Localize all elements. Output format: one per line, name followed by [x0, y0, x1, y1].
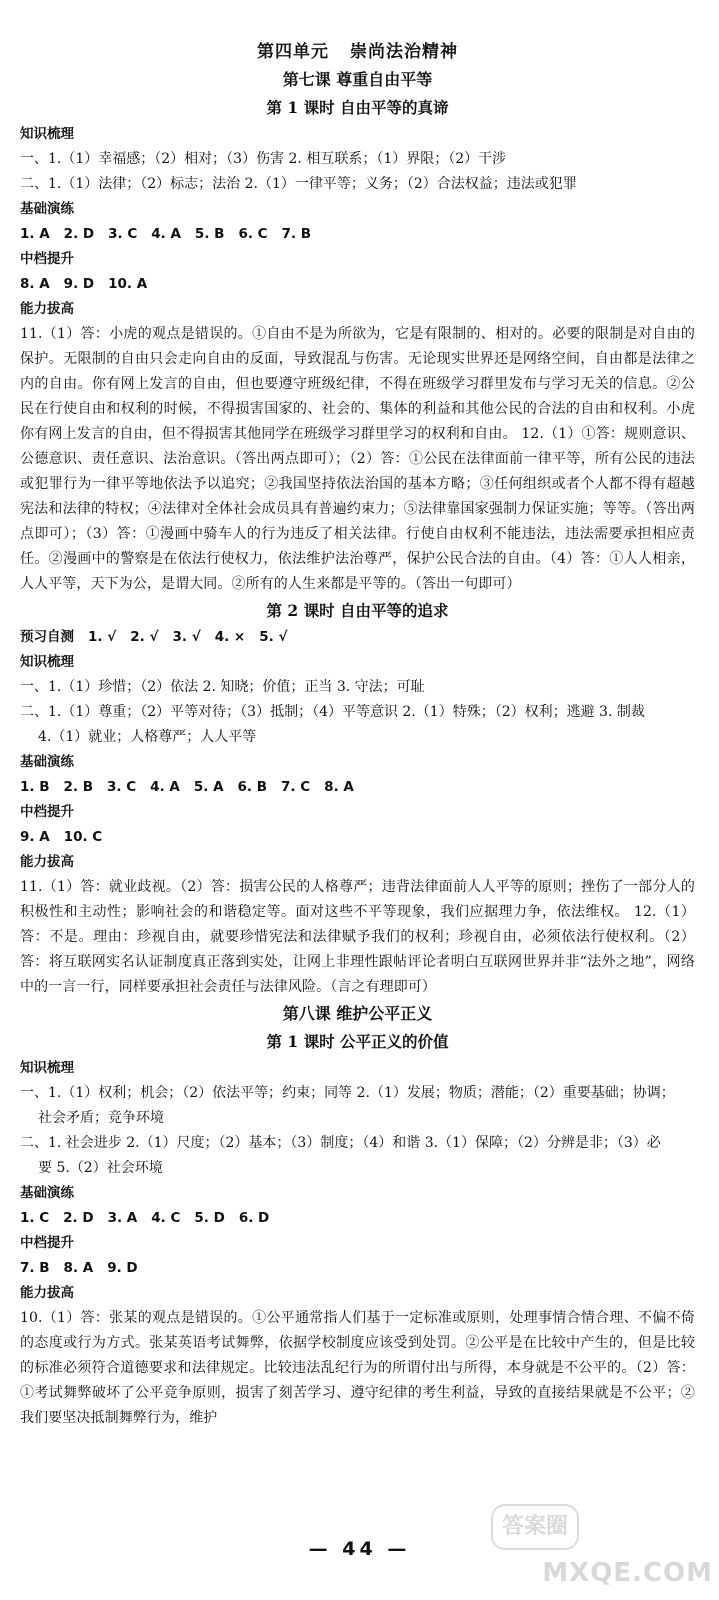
- knowledge-line: 一、1.（1）权利；机会；（2）依法平等；约束；同等 2.（1）发展；物质；潜能；（2）重要基础；协调；: [20, 1085, 675, 1101]
- section-label: 能力拔高: [20, 854, 74, 870]
- answer-row: [20, 1256, 695, 1281]
- answer-item: 1. √: [88, 629, 117, 645]
- answer-item: 3. A: [107, 1210, 138, 1226]
- knowledge-line: 二、1. 社会进步 2.（1）尺度；（2）基本；（3）制度；（4）和谐 3.（1）保障；（2）分辨是非；（3）必: [20, 1135, 661, 1151]
- answer-item: 3. C: [108, 226, 138, 242]
- section-label: 中档提升: [20, 804, 74, 820]
- answer-item: 5. D: [194, 1210, 225, 1226]
- answer-item: 2. D: [63, 226, 95, 242]
- answer-item: 7. B: [281, 226, 312, 242]
- lesson8-title: 第八课 维护公平正义: [282, 1004, 433, 1023]
- page-number: — 44 —: [308, 1538, 411, 1560]
- section-label: 中档提升: [20, 251, 74, 267]
- answer-item: 10. C: [63, 829, 103, 845]
- answer-item: 6. D: [238, 1210, 270, 1226]
- answer-paragraph: 11.（1）答：就业歧视。（2）答：损害公民的人格尊严；违背法律面前人人平等的原则；挫伤了一部分人的积极性和主动性；影响社会的和谐稳定等。面对这些不平等现象，我们应据理力争，依法维权。 12.（1）答：不是。理由：珍视自由，就要珍惜宪法和法律赋予我们的权利；珍视自由，必须依法行使权利。（2）答：将互联网实名认证制度真正落到实处，让网上非理性跟帖评论者明白互联网世界并非“法外之地”，网络中的一言一行，同样要承担社会责任与法律风险。（言之有理即可）: [20, 879, 695, 995]
- answer-item: 6. C: [238, 226, 268, 242]
- answer-item: 10. A: [108, 276, 148, 292]
- knowledge-line: 二、1.（1）尊重；（2）平等对待；（3）抵制；（4）平等意识 2.（1）特殊；（2）权利；逃避 3. 制裁: [20, 704, 645, 720]
- answer-item: 2. √: [130, 629, 159, 645]
- answer-item: 1. A: [20, 226, 50, 242]
- knowledge-line: 要 5.（2）社会环境: [38, 1160, 163, 1176]
- answer-item: 5. √: [259, 629, 288, 645]
- answer-item: 6. B: [237, 779, 268, 795]
- lesson7-period1-title: 第 1 课时 自由平等的真谛: [266, 98, 449, 117]
- knowledge-line: 4.（1）就业；人格尊严；人人平等: [38, 729, 257, 745]
- knowledge-line: 一、1.（1）珍惜；（2）依法 2. 知晓；价值；正当 3. 守法；可耻: [20, 679, 425, 695]
- answer-item: 5. B: [194, 226, 225, 242]
- answer-item: 2. D: [63, 1210, 94, 1226]
- answer-item: 9. D: [63, 276, 95, 292]
- answer-item: 8. A: [63, 1260, 94, 1276]
- answer-paragraph: 11.（1）答：小虎的观点是错误的。①自由不是为所欲为，它是有限制的、相对的。必要的限制是对自由的保护。无限制的自由只会走向自由的反面，导致混乱与伤害。无论现实世界还是网络空间，自由都是法律之内的自由。你有网上发言的自由，但也要遵守班级纪律，不得在班级学习群里发布与学习无关的信息。②公民在行使自由和权利的时候，不得损害国家的、社会的、集体的利益和其他公民的合法的自由和权利。小虎你有网上发言的自由，但不得损害其他同学在班级学习群里学习的权利和自由。 12.（1）①答：规则意识、公德意识、责任意识、法治意识。（答出两点即可）；（2）答：①公民在法律面前一律平等，所有公民的违法或犯罪行为一律平等地依法予以追究；②我国坚持依法治国的基本方略；③任何组织或者个人都不得有超越宪法和法律的特权；④法律对全体社会成员具有普遍约束力；⑤法律靠国家强制力保证实施；等等。（答出两点即可）；（3）答：①漫画中骑车人的行为违反了相关法律。行使自由权利不能违法，违法需要承担相应责任。②漫画中的警察是在依法行使权力，依法维护法治尊严，保护公民合法的自由。（4）答：①人人相亲，人人平等，天下为公，是谓大同。②所有的人生来都是平等的。（答出一句即可）: [20, 326, 695, 592]
- section-label: 知识梳理: [20, 126, 74, 142]
- lesson8-period1-title: 第 1 课时 公平正义的价值: [266, 1032, 449, 1051]
- watermark-badge: 答案圈: [491, 1504, 579, 1550]
- answer-item: 8. A: [20, 276, 50, 292]
- answer-item: 3. √: [172, 629, 201, 645]
- answer-item: 1. C: [20, 1210, 50, 1226]
- answer-item: 2. B: [63, 779, 94, 795]
- answer-row: [20, 222, 695, 247]
- section-label: 知识梳理: [20, 654, 74, 670]
- answer-item: 1. B: [20, 779, 50, 795]
- section-label: 基础演练: [20, 754, 74, 770]
- answer-item: 4. A: [151, 226, 181, 242]
- answer-item: 9. D: [107, 1260, 138, 1276]
- knowledge-line: 二、1.（1）法律；（2）标志；法治 2.（1）一律平等；义务；（2）合法权益；违法或犯罪: [20, 176, 577, 192]
- answer-paragraph: 10.（1）答：张某的观点是错误的。①公平通常指人们基于一定标准或原则，处理事情合情合理、不偏不倚的态度或行为方式。张某英语考试舞弊，依据学校制度应该受到处罚。②公平是在比较中产生的，但是比较的标准必须符合道德要求和法律规定。比较违法乱纪行为的所谓付出与所得，本身就是不公平的。（2）答：①考试舞弊破坏了公平竞争原则，损害了刻苦学习、遵守纪律的考生利益，导致的直接结果就是不公平；②我们要坚决抵制舞弊行为，维护: [20, 1310, 695, 1426]
- lesson7-title: 第七课 尊重自由平等: [282, 70, 433, 89]
- answer-item: 4. C: [151, 1210, 181, 1226]
- answer-item: 7. C: [281, 779, 311, 795]
- knowledge-line: 一、1.（1）幸福感；（2）相对；（3）伤害 2. 相互联系；（1）界限；（2）干涉: [20, 151, 507, 167]
- answer-item: 4. ×: [214, 629, 246, 645]
- section-label: 能力拔高: [20, 1285, 74, 1301]
- section-label: 能力拔高: [20, 301, 74, 317]
- answer-item: 8. A: [324, 779, 354, 795]
- answer-row: [20, 775, 695, 800]
- answer-item: 3. C: [107, 779, 137, 795]
- section-label: 预习自测: [20, 629, 74, 645]
- knowledge-line: 社会矛盾；竞争环境: [38, 1110, 164, 1126]
- unit-title: 第四单元 崇尚法治精神: [257, 42, 458, 62]
- answer-item: 9. A: [20, 829, 50, 845]
- section-label: 基础演练: [20, 201, 74, 217]
- answer-row: [20, 825, 695, 850]
- answer-row: [20, 625, 695, 650]
- answer-item: 4. A: [150, 779, 180, 795]
- answer-item: 5. A: [193, 779, 224, 795]
- answer-row: [20, 1206, 695, 1231]
- answer-row: [20, 272, 695, 297]
- lesson7-period2-title: 第 2 课时 自由平等的追求: [266, 601, 449, 620]
- section-label: 中档提升: [20, 1235, 74, 1251]
- watermark: MXQE.COM: [542, 1558, 713, 1588]
- section-label: 知识梳理: [20, 1060, 74, 1076]
- section-label: 基础演练: [20, 1185, 74, 1201]
- answer-item: 7. B: [20, 1260, 50, 1276]
